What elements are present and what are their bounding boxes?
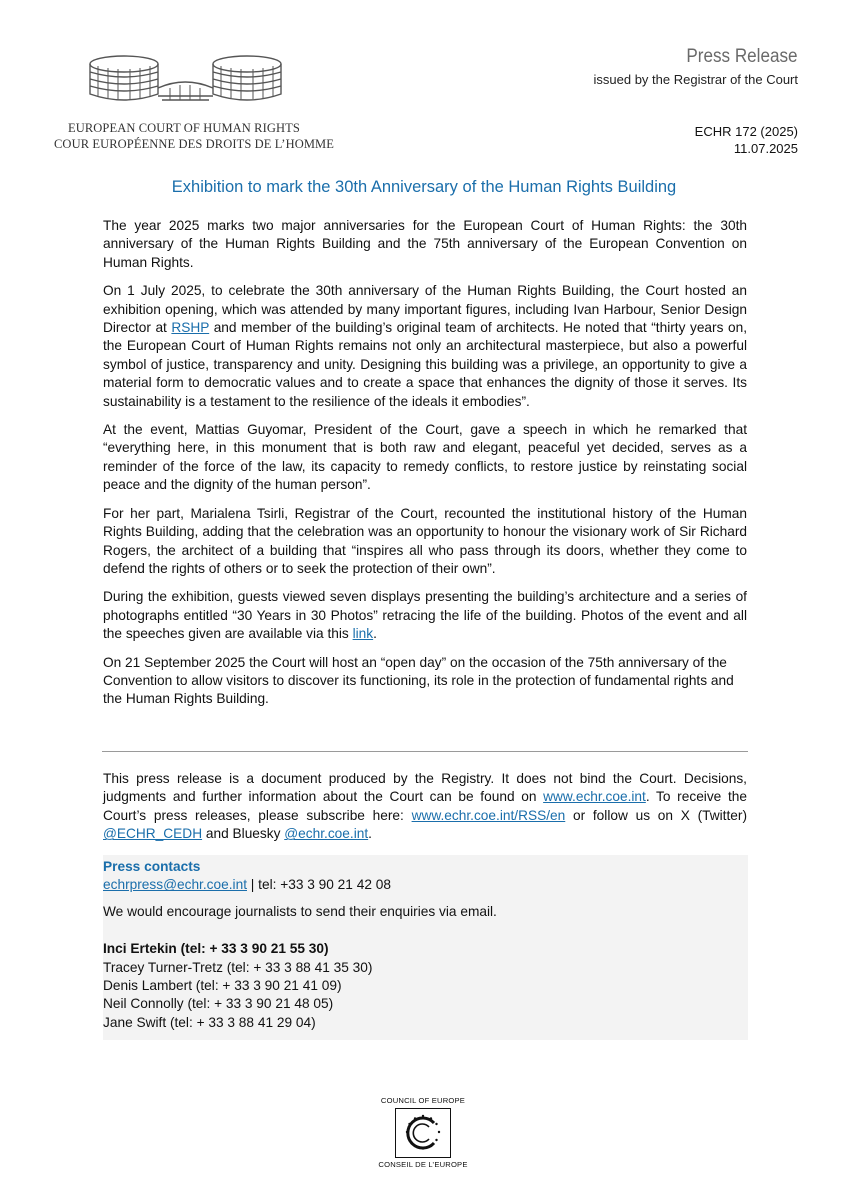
press-phone: | tel: +33 3 90 21 42 08 — [247, 877, 391, 893]
press-contacts — [103, 855, 748, 1040]
bluesky-link[interactable]: @echr.coe.int — [284, 826, 369, 842]
release-reference — [695, 123, 798, 157]
reference-number: ECHR 172 (2025) — [694, 124, 798, 139]
press-release-title: Press Release — [686, 46, 798, 67]
paragraph-5 — [103, 588, 747, 643]
court-building-icon — [82, 48, 292, 118]
press-contacts-heading: Press contacts — [103, 859, 201, 874]
encourage-note: We would encourage journalists to send their enquiries via email. — [103, 903, 497, 919]
footer-text-a: This press release is a document produced by the Registry. It does not bind the Court. Decisions, judgments and further information about the Court can be found on — [103, 771, 747, 805]
rss-link[interactable]: www.echr.coe.int/RSS/en — [411, 807, 566, 823]
paragraph-1: The year 2025 marks two major anniversaries for the European Court of Human Rights: the 30th anniversary of the Human Rights Building and the 75th anniversary of the European Convention on Human Rights. — [103, 218, 747, 270]
paragraph-2 — [103, 282, 747, 411]
coe-name-fr: CONSEIL DE L’EUROPE — [378, 1160, 468, 1169]
x-twitter-link[interactable]: @ECHR_CEDH — [103, 826, 203, 842]
court-logo — [52, 48, 334, 151]
echr-site-link[interactable]: www.echr.coe.int — [543, 789, 646, 805]
paragraph-5-text-a: During the exhibition, guests viewed seven displays presenting the building’s architecture and a series of photographs entitled “30 Years in 30 Photos” retracing the life of the building. Photos of the event and all the speeches given are available via this — [103, 589, 747, 642]
contact-person: Tracey Turner-Tretz (tel: + 33 3 88 41 35 30) — [103, 959, 373, 975]
photos-link[interactable]: link — [352, 626, 374, 642]
footer-disclaimer — [103, 770, 747, 844]
release-date: 11.07.2025 — [733, 141, 798, 156]
paragraph-2-text-b: and member of the building’s original team of architects. He noted that “thirty years on, the European Court of Human Rights remains not only an architectural masterpiece, but also a powerful symbol of justice, transparency and unity. Designing this building was a privilege, an opportunity to give a material form to democratic values and to create a space that enhances the dignity of those it serves. Its sustainability is a testament to the resilience of the ideals it embodies”. — [103, 320, 747, 409]
paragraph-6: On 21 September 2025 the Court will host an “open day” on the occasion of the 75th anniversary of the Convention to allow visitors to discover its functioning, its role in the protection of fundamental rights and the Human Rights Building. — [103, 654, 734, 707]
paragraph-3: At the event, Mattias Guyomar, President of the Court, gave a speech in which he remarked that “everything here, in this monument that is both raw and elegant, peaceful yet decided, serves as a reminder of the force of the law, its capacity to remedy conflicts, to restore justice by reinstating social peace and the dignity of the human person”. — [103, 422, 747, 493]
headline: Exhibition to mark the 30th Anniversary of the Human Rights Building — [171, 178, 677, 196]
paragraph-2-text-a: On 1 July 2025, to celebrate the 30th anniversary of the Human Rights Building, the Court hosted an exhibition opening, which was attended by many important figures, including Ivan Harbour, Senior Design Director at — [103, 283, 747, 336]
contact-person: Denis Lambert (tel: + 33 3 90 21 41 09) — [103, 978, 342, 994]
council-of-europe-logo — [374, 1096, 472, 1169]
divider — [102, 751, 748, 752]
footer-text-e: . — [368, 826, 372, 842]
coe-emblem-icon — [395, 1108, 451, 1158]
contact-person: Jane Swift (tel: + 33 3 88 41 29 04) — [103, 1014, 316, 1030]
issued-by: issued by the Registrar of the Court — [593, 72, 798, 87]
body-text — [103, 217, 747, 719]
footer-text-c: or follow us on X (Twitter) — [565, 807, 748, 823]
press-email-link[interactable]: echrpress@echr.coe.int — [103, 877, 247, 893]
court-name-en: EUROPEAN COURT OF HUMAN RIGHTS — [68, 121, 300, 135]
coe-name-en: COUNCIL OF EUROPE — [380, 1096, 466, 1105]
rshp-link[interactable]: RSHP — [171, 320, 210, 336]
contact-person: Inci Ertekin (tel: + 33 3 90 21 55 30) — [103, 941, 329, 957]
footer-text-b: . To receive the Court’s press releases, please subscribe here: — [103, 789, 747, 823]
court-name-fr: COUR EUROPÉENNE DES DROITS DE L’HOMME — [54, 137, 334, 151]
contact-person: Neil Connolly (tel: + 33 3 90 21 48 05) — [103, 996, 334, 1012]
press-email-line — [103, 876, 748, 894]
paragraph-4: For her part, Marialena Tsirli, Registrar of the Court, recounted the institutional history of the Human Rights Building, adding that the celebration was an opportunity to honour the visionary work of Sir Richard Rogers, the architect of a building that “inspires all who pass through its doors, whether they come to defend the rights of others or to seek the protection of their own”. — [103, 505, 747, 576]
paragraph-5-text-b: . — [373, 626, 377, 642]
footer-text-d: and Bluesky — [202, 826, 285, 842]
